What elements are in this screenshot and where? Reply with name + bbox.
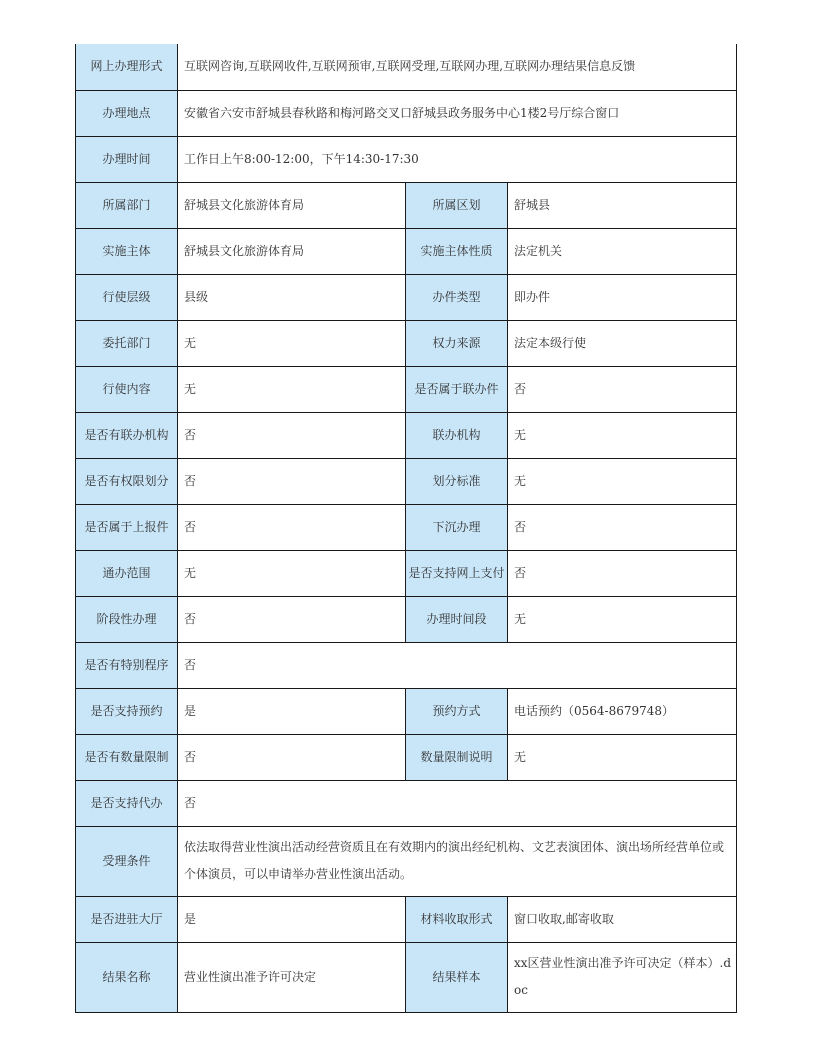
- row-exercise-content: [76, 366, 737, 412]
- value-cell: 否: [178, 780, 737, 826]
- value-cell: 无: [508, 596, 737, 642]
- row-special-procedure: [76, 642, 737, 688]
- label-cell: 是否有数量限制: [76, 734, 178, 780]
- label-cell: 联办机构: [406, 412, 508, 458]
- value-cell: 窗口收取,邮寄收取: [508, 896, 737, 942]
- row-handling-location: [76, 90, 737, 136]
- value-cell: 否: [508, 550, 737, 596]
- value-cell: 否: [178, 596, 406, 642]
- row-joint-agency: [76, 412, 737, 458]
- value-cell: 无: [508, 412, 737, 458]
- label-cell: 是否支持代办: [76, 780, 178, 826]
- value-cell: 舒城县文化旅游体育局: [178, 182, 406, 228]
- row-entrusted-department: [76, 320, 737, 366]
- label-cell: 结果名称: [76, 942, 178, 1012]
- label-cell: 是否属于上报件: [76, 504, 178, 550]
- label-cell: 材料收取形式: [406, 896, 508, 942]
- row-result: [76, 942, 737, 1012]
- row-agent-handling: [76, 780, 737, 826]
- label-cell: 结果样本: [406, 942, 508, 1012]
- value-cell: 无: [178, 366, 406, 412]
- label-cell: 数量限制说明: [406, 734, 508, 780]
- label-cell: 是否有特别程序: [76, 642, 178, 688]
- row-appointment: [76, 688, 737, 734]
- label-cell: 是否进驻大厅: [76, 896, 178, 942]
- value-cell: 电话预约（0564-8679748）: [508, 688, 737, 734]
- label-cell: 行使内容: [76, 366, 178, 412]
- label-cell: 通办范围: [76, 550, 178, 596]
- label-cell: 受理条件: [76, 826, 178, 896]
- row-hall-entry: [76, 896, 737, 942]
- value-cell: 舒城县: [508, 182, 737, 228]
- label-cell: 实施主体: [76, 228, 178, 274]
- value-cell: 舒城县文化旅游体育局: [178, 228, 406, 274]
- value-cell: 安徽省六安市舒城县春秋路和梅河路交叉口舒城县政务服务中心1楼2号厅综合窗口: [178, 90, 737, 136]
- value-cell: 工作日上午8:00-12:00，下午14:30-17:30: [178, 136, 737, 182]
- label-cell: 委托部门: [76, 320, 178, 366]
- label-cell: 实施主体性质: [406, 228, 508, 274]
- row-phased-handling: [76, 596, 737, 642]
- label-cell: 是否属于联办件: [406, 366, 508, 412]
- row-online-handling-form: [76, 44, 737, 90]
- row-quantity-limit: [76, 734, 737, 780]
- value-cell: 即办件: [508, 274, 737, 320]
- label-cell: 阶段性办理: [76, 596, 178, 642]
- value-cell: 否: [178, 642, 737, 688]
- label-cell: 办理时间: [76, 136, 178, 182]
- row-handling-time: [76, 136, 737, 182]
- label-cell: 是否支持网上支付: [406, 550, 508, 596]
- row-department: [76, 182, 737, 228]
- value-cell: 否: [508, 366, 737, 412]
- row-authority-division: [76, 458, 737, 504]
- label-cell: 行使层级: [76, 274, 178, 320]
- label-cell: 网上办理形式: [76, 44, 178, 90]
- value-cell: 否: [508, 504, 737, 550]
- label-cell: 是否有权限划分: [76, 458, 178, 504]
- service-info-table: [75, 44, 737, 1013]
- value-cell: 法定机关: [508, 228, 737, 274]
- value-cell: 否: [178, 412, 406, 458]
- value-cell: 否: [178, 734, 406, 780]
- label-cell: 办件类型: [406, 274, 508, 320]
- row-implementing-body: [76, 228, 737, 274]
- value-cell: 无: [178, 550, 406, 596]
- value-cell: 县级: [178, 274, 406, 320]
- value-cell: 依法取得营业性演出活动经营资质且在有效期内的演出经纪机构、文艺表演团体、演出场所经营单位或个体演员，可以申请举办营业性演出活动。: [178, 826, 737, 896]
- label-cell: 所属部门: [76, 182, 178, 228]
- label-cell: 权力来源: [406, 320, 508, 366]
- value-cell: 是: [178, 688, 406, 734]
- label-cell: 所属区划: [406, 182, 508, 228]
- label-cell: 预约方式: [406, 688, 508, 734]
- value-cell: 无: [508, 458, 737, 504]
- row-report-item: [76, 504, 737, 550]
- row-acceptance-conditions: [76, 826, 737, 896]
- label-cell: 办理地点: [76, 90, 178, 136]
- row-exercise-level: [76, 274, 737, 320]
- label-cell: 划分标准: [406, 458, 508, 504]
- value-cell: 无: [178, 320, 406, 366]
- label-cell: 办理时间段: [406, 596, 508, 642]
- label-cell: 是否支持预约: [76, 688, 178, 734]
- label-cell: 是否有联办机构: [76, 412, 178, 458]
- value-cell: 互联网咨询,互联网收件,互联网预审,互联网受理,互联网办理,互联网办理结果信息反馈: [178, 44, 737, 90]
- label-cell: 下沉办理: [406, 504, 508, 550]
- result-sample-link[interactable]: xx区营业性演出准予许可决定（样本）.doc: [508, 942, 737, 1012]
- value-cell: 营业性演出准予许可决定: [178, 942, 406, 1012]
- value-cell: 是: [178, 896, 406, 942]
- row-service-scope: [76, 550, 737, 596]
- value-cell: 无: [508, 734, 737, 780]
- value-cell: 法定本级行使: [508, 320, 737, 366]
- value-cell: 否: [178, 458, 406, 504]
- value-cell: 否: [178, 504, 406, 550]
